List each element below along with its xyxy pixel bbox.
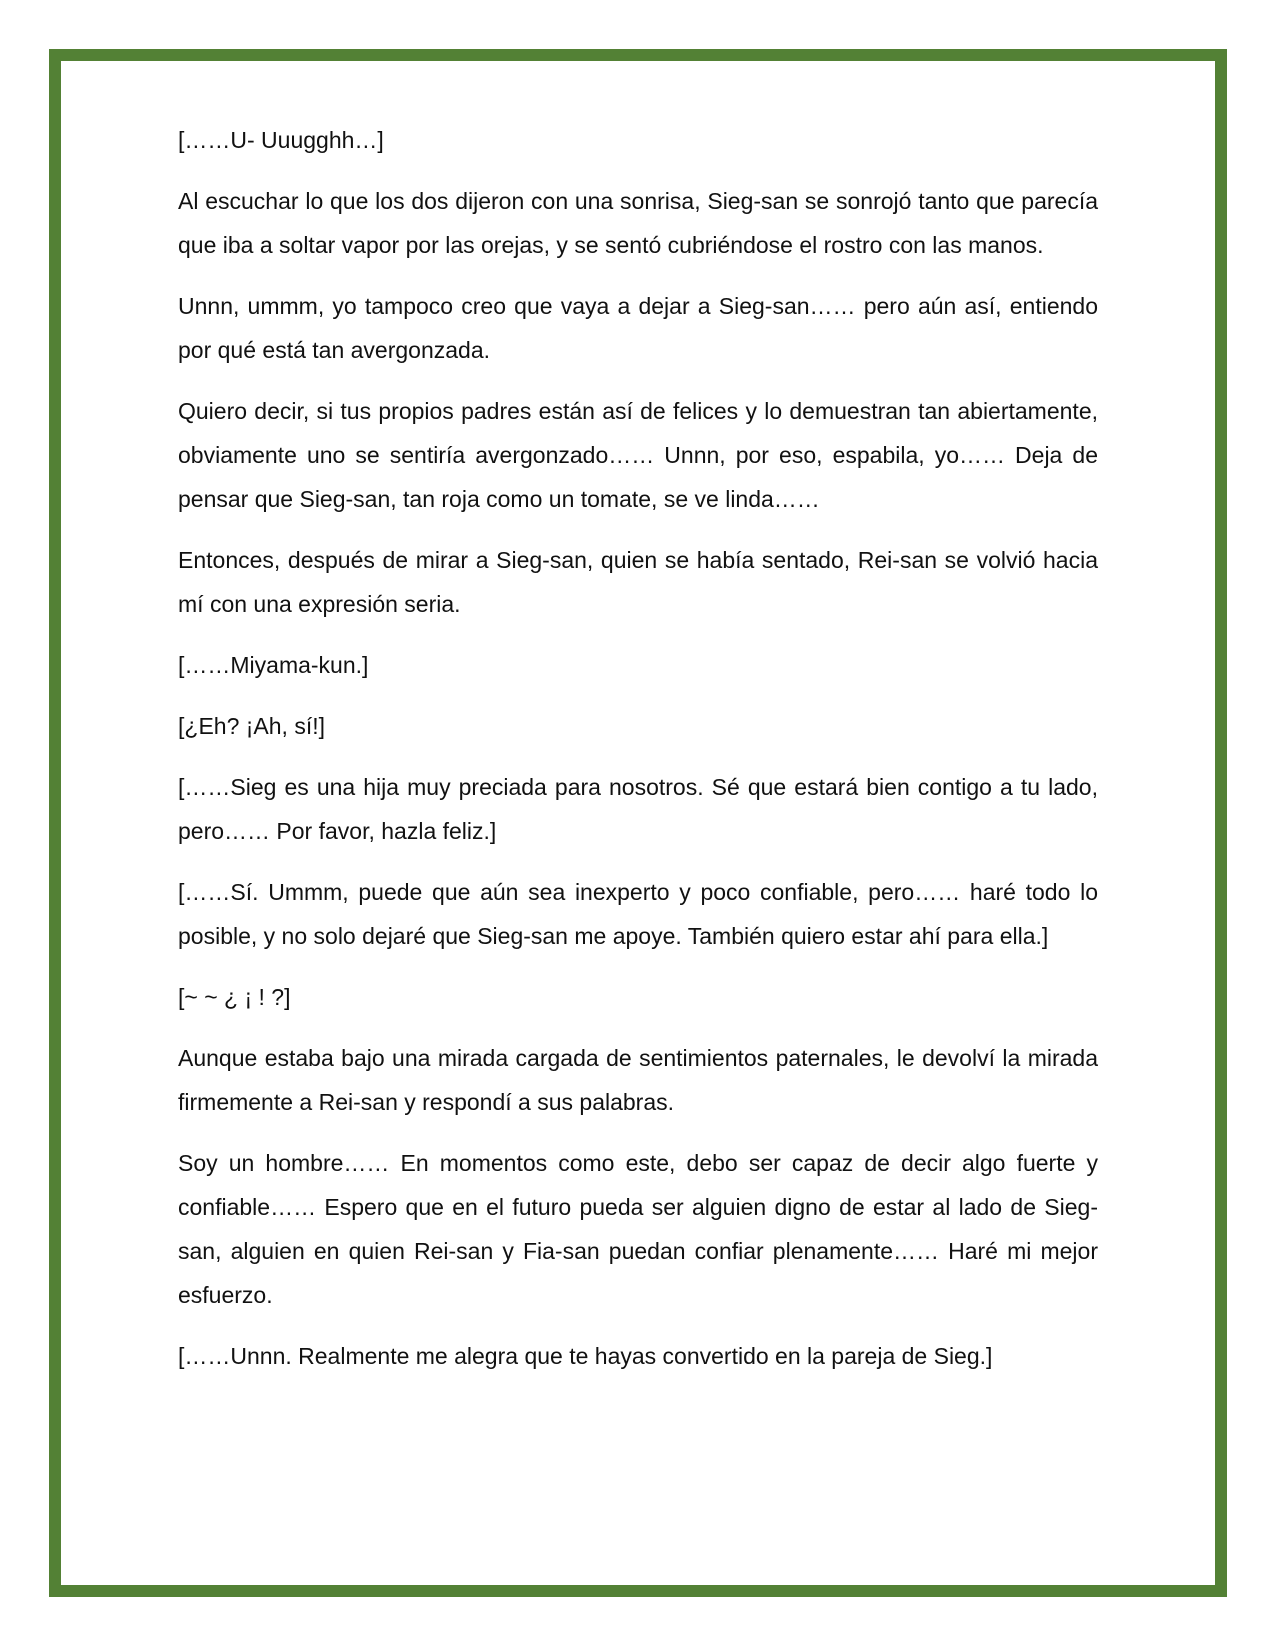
- paragraph-12: Soy un hombre…… En momentos como este, debo ser capaz de decir algo fuerte y confiable…… Espero que en el futuro pueda ser alguien digno de estar al lado de Sieg-san, alguien en quien Rei-san y Fia-san puedan confiar plenamente…… Haré mi mejor esfuerzo.: [178, 1150, 1098, 1308]
- paragraph-3: Unnn, ummm, yo tampoco creo que vaya a dejar a Sieg-san…… pero aún así, entiendo por qué está tan avergonzada.: [178, 293, 1098, 363]
- paragraph-9: [……Sí. Ummm, puede que aún sea inexperto y poco confiable, pero…… haré todo lo posible, y no solo dejaré que Sieg-san me apoye. También quiero estar ahí para ella.]: [178, 879, 1098, 949]
- paragraph-4: Quiero decir, si tus propios padres están así de felices y lo demuestran tan abiertamente, obviamente uno se sentiría avergonzado…… Unnn, por eso, espabila, yo…… Deja de pensar que Sieg-san, tan roja como un tomate, se ve linda……: [178, 398, 1098, 512]
- paragraph-1: [……U- Uuugghh…]: [178, 127, 384, 153]
- paragraph-6: [……Miyama-kun.]: [178, 652, 369, 678]
- paragraph-11: Aunque estaba bajo una mirada cargada de sentimientos paternales, le devolví la mirada firmemente a Rei-san y respondí a sus palabras.: [178, 1045, 1098, 1115]
- paragraph-13: [……Unnn. Realmente me alegra que te hayas convertido en la pareja de Sieg.]: [178, 1343, 993, 1369]
- paragraph-10: [~ ~ ¿ ¡ ! ?]: [178, 984, 291, 1010]
- paragraph-7: [¿Eh? ¡Ah, sí!]: [178, 713, 325, 739]
- paragraph-2: Al escuchar lo que los dos dijeron con una sonrisa, Sieg-san se sonrojó tanto que parecía que iba a soltar vapor por las orejas, y se sentó cubriéndose el rostro con las manos.: [178, 188, 1098, 258]
- paragraph-5: Entonces, después de mirar a Sieg-san, quien se había sentado, Rei-san se volvió hacia mí con una expresión seria.: [178, 547, 1098, 617]
- paragraph-8: [……Sieg es una hija muy preciada para nosotros. Sé que estará bien contigo a tu lado, pero…… Por favor, hazla feliz.]: [178, 774, 1098, 844]
- document-body: [178, 118, 1098, 1395]
